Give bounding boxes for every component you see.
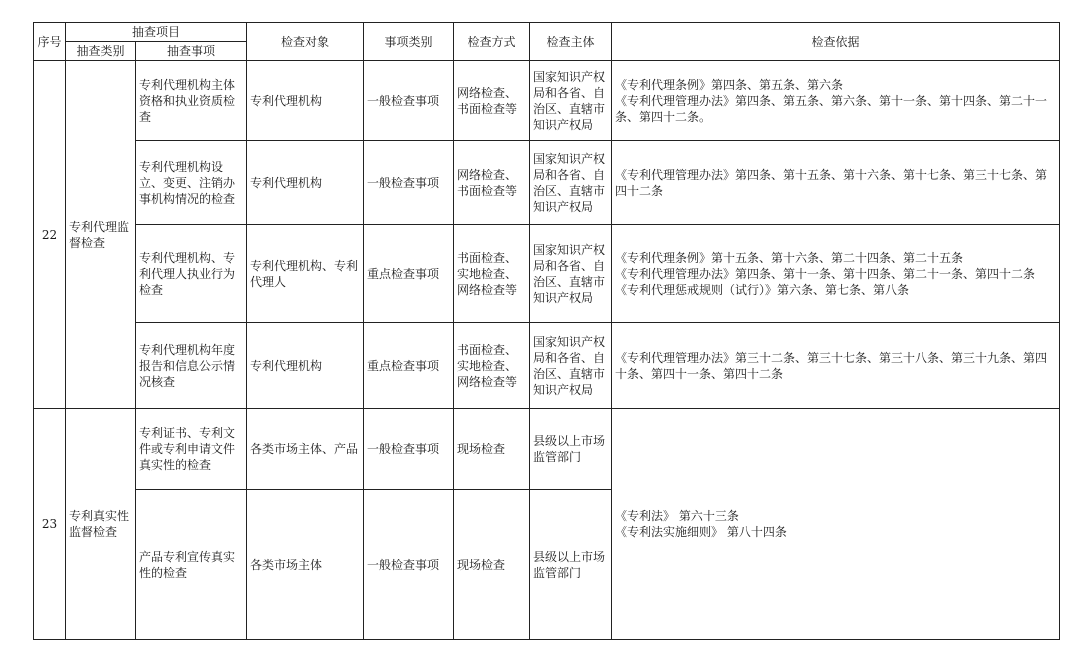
method-cell: 书面检查、实地检查、网络检查等	[454, 225, 530, 323]
basis-cell	[612, 323, 1060, 409]
item-cell: 专利代理机构年度报告和信息公示情况核查	[136, 323, 247, 409]
method-cell: 书面检查、实地检查、网络检查等	[454, 323, 530, 409]
subject-cell: 国家知识产权局和各省、自治区、直辖市知识产权局	[530, 141, 612, 225]
table-row	[34, 225, 1060, 323]
object-cell: 专利代理机构	[247, 141, 364, 225]
basis-line: 《专利代理惩戒规则（试行）》第六条、第七条、第八条	[615, 282, 910, 297]
header-row-1	[34, 23, 1060, 42]
item-cell: 专利代理机构、专利代理人执业行为检查	[136, 225, 247, 323]
basis-line: 《专利法》 第六十三条	[615, 509, 739, 523]
type-cell: 一般检查事项	[364, 61, 454, 141]
object-cell: 各类市场主体、产品	[247, 409, 364, 490]
item-cell: 专利代理机构主体资格和执业资质检查	[136, 61, 247, 141]
header-check-basis: 检查依据	[612, 23, 1060, 61]
seq-cell: 23	[34, 409, 66, 640]
table-row	[34, 409, 1060, 490]
category-cell: 专利代理监督检查	[66, 61, 136, 409]
type-cell: 一般检查事项	[364, 141, 454, 225]
object-cell: 各类市场主体	[247, 490, 364, 640]
basis-line: 《专利代理条例》第四条、第五条、第六条	[615, 77, 844, 92]
basis-line: 《专利代理条例》第十五条、第十六条、第二十四条、第二十五条	[615, 250, 964, 265]
basis-cell	[612, 61, 1060, 141]
item-cell: 产品专利宣传真实性的检查	[136, 490, 247, 640]
category-cell: 专利真实性监督检查	[66, 409, 136, 640]
method-cell: 现场检查	[454, 490, 530, 640]
basis-line: 《专利法实施细则》 第八十四条	[615, 525, 787, 539]
basis-cell	[612, 141, 1060, 225]
type-cell: 重点检查事项	[364, 323, 454, 409]
method-cell: 网络检查、书面检查等	[454, 141, 530, 225]
header-seq: 序号	[34, 23, 66, 61]
table-row	[34, 323, 1060, 409]
method-cell: 网络检查、书面检查等	[454, 61, 530, 141]
object-cell: 专利代理机构	[247, 323, 364, 409]
basis-line: 《专利代理管理办法》第四条、第十一条、第十四条、第二十一条、第四十二条	[615, 266, 1036, 281]
item-cell: 专利证书、专利文件或专利申请文件真实性的检查	[136, 409, 247, 490]
basis-line: 《专利代理管理办法》第四条、第十五条、第十六条、第十七条、第三十七条、第四十二条	[615, 167, 1048, 198]
inspection-table	[33, 22, 1060, 640]
header-check-object: 检查对象	[247, 23, 364, 61]
type-cell: 一般检查事项	[364, 409, 454, 490]
header-check-method: 检查方式	[454, 23, 530, 61]
subject-cell: 县级以上市场监管部门	[530, 490, 612, 640]
subject-cell: 县级以上市场监管部门	[530, 409, 612, 490]
header-check-project: 抽查项目	[66, 23, 247, 42]
subject-cell: 国家知识产权局和各省、自治区、直辖市知识产权局	[530, 225, 612, 323]
header-item-type: 事项类别	[364, 23, 454, 61]
object-cell: 专利代理机构	[247, 61, 364, 141]
basis-cell	[612, 225, 1060, 323]
method-cell: 现场检查	[454, 409, 530, 490]
type-cell: 一般检查事项	[364, 490, 454, 640]
header-check-item: 抽查事项	[136, 42, 247, 61]
header-check-subject: 检查主体	[530, 23, 612, 61]
table-row	[34, 141, 1060, 225]
seq-cell: 22	[34, 61, 66, 409]
header-check-category: 抽查类别	[66, 42, 136, 61]
type-cell: 重点检查事项	[364, 225, 454, 323]
item-cell: 专利代理机构设立、变更、注销办事机构情况的检查	[136, 141, 247, 225]
object-cell: 专利代理机构、专利代理人	[247, 225, 364, 323]
basis-cell	[612, 409, 1060, 640]
table-row	[34, 61, 1060, 141]
basis-line: 《专利代理管理办法》第三十二条、第三十七条、第三十八条、第三十九条、第四十条、第四十一条、第四十二条	[615, 350, 1048, 381]
subject-cell: 国家知识产权局和各省、自治区、直辖市知识产权局	[530, 61, 612, 141]
subject-cell: 国家知识产权局和各省、自治区、直辖市知识产权局	[530, 323, 612, 409]
basis-line: 《专利代理管理办法》第四条、第五条、第六条、第十一条、第十四条、第二十一条、第四十二条。	[615, 93, 1048, 124]
